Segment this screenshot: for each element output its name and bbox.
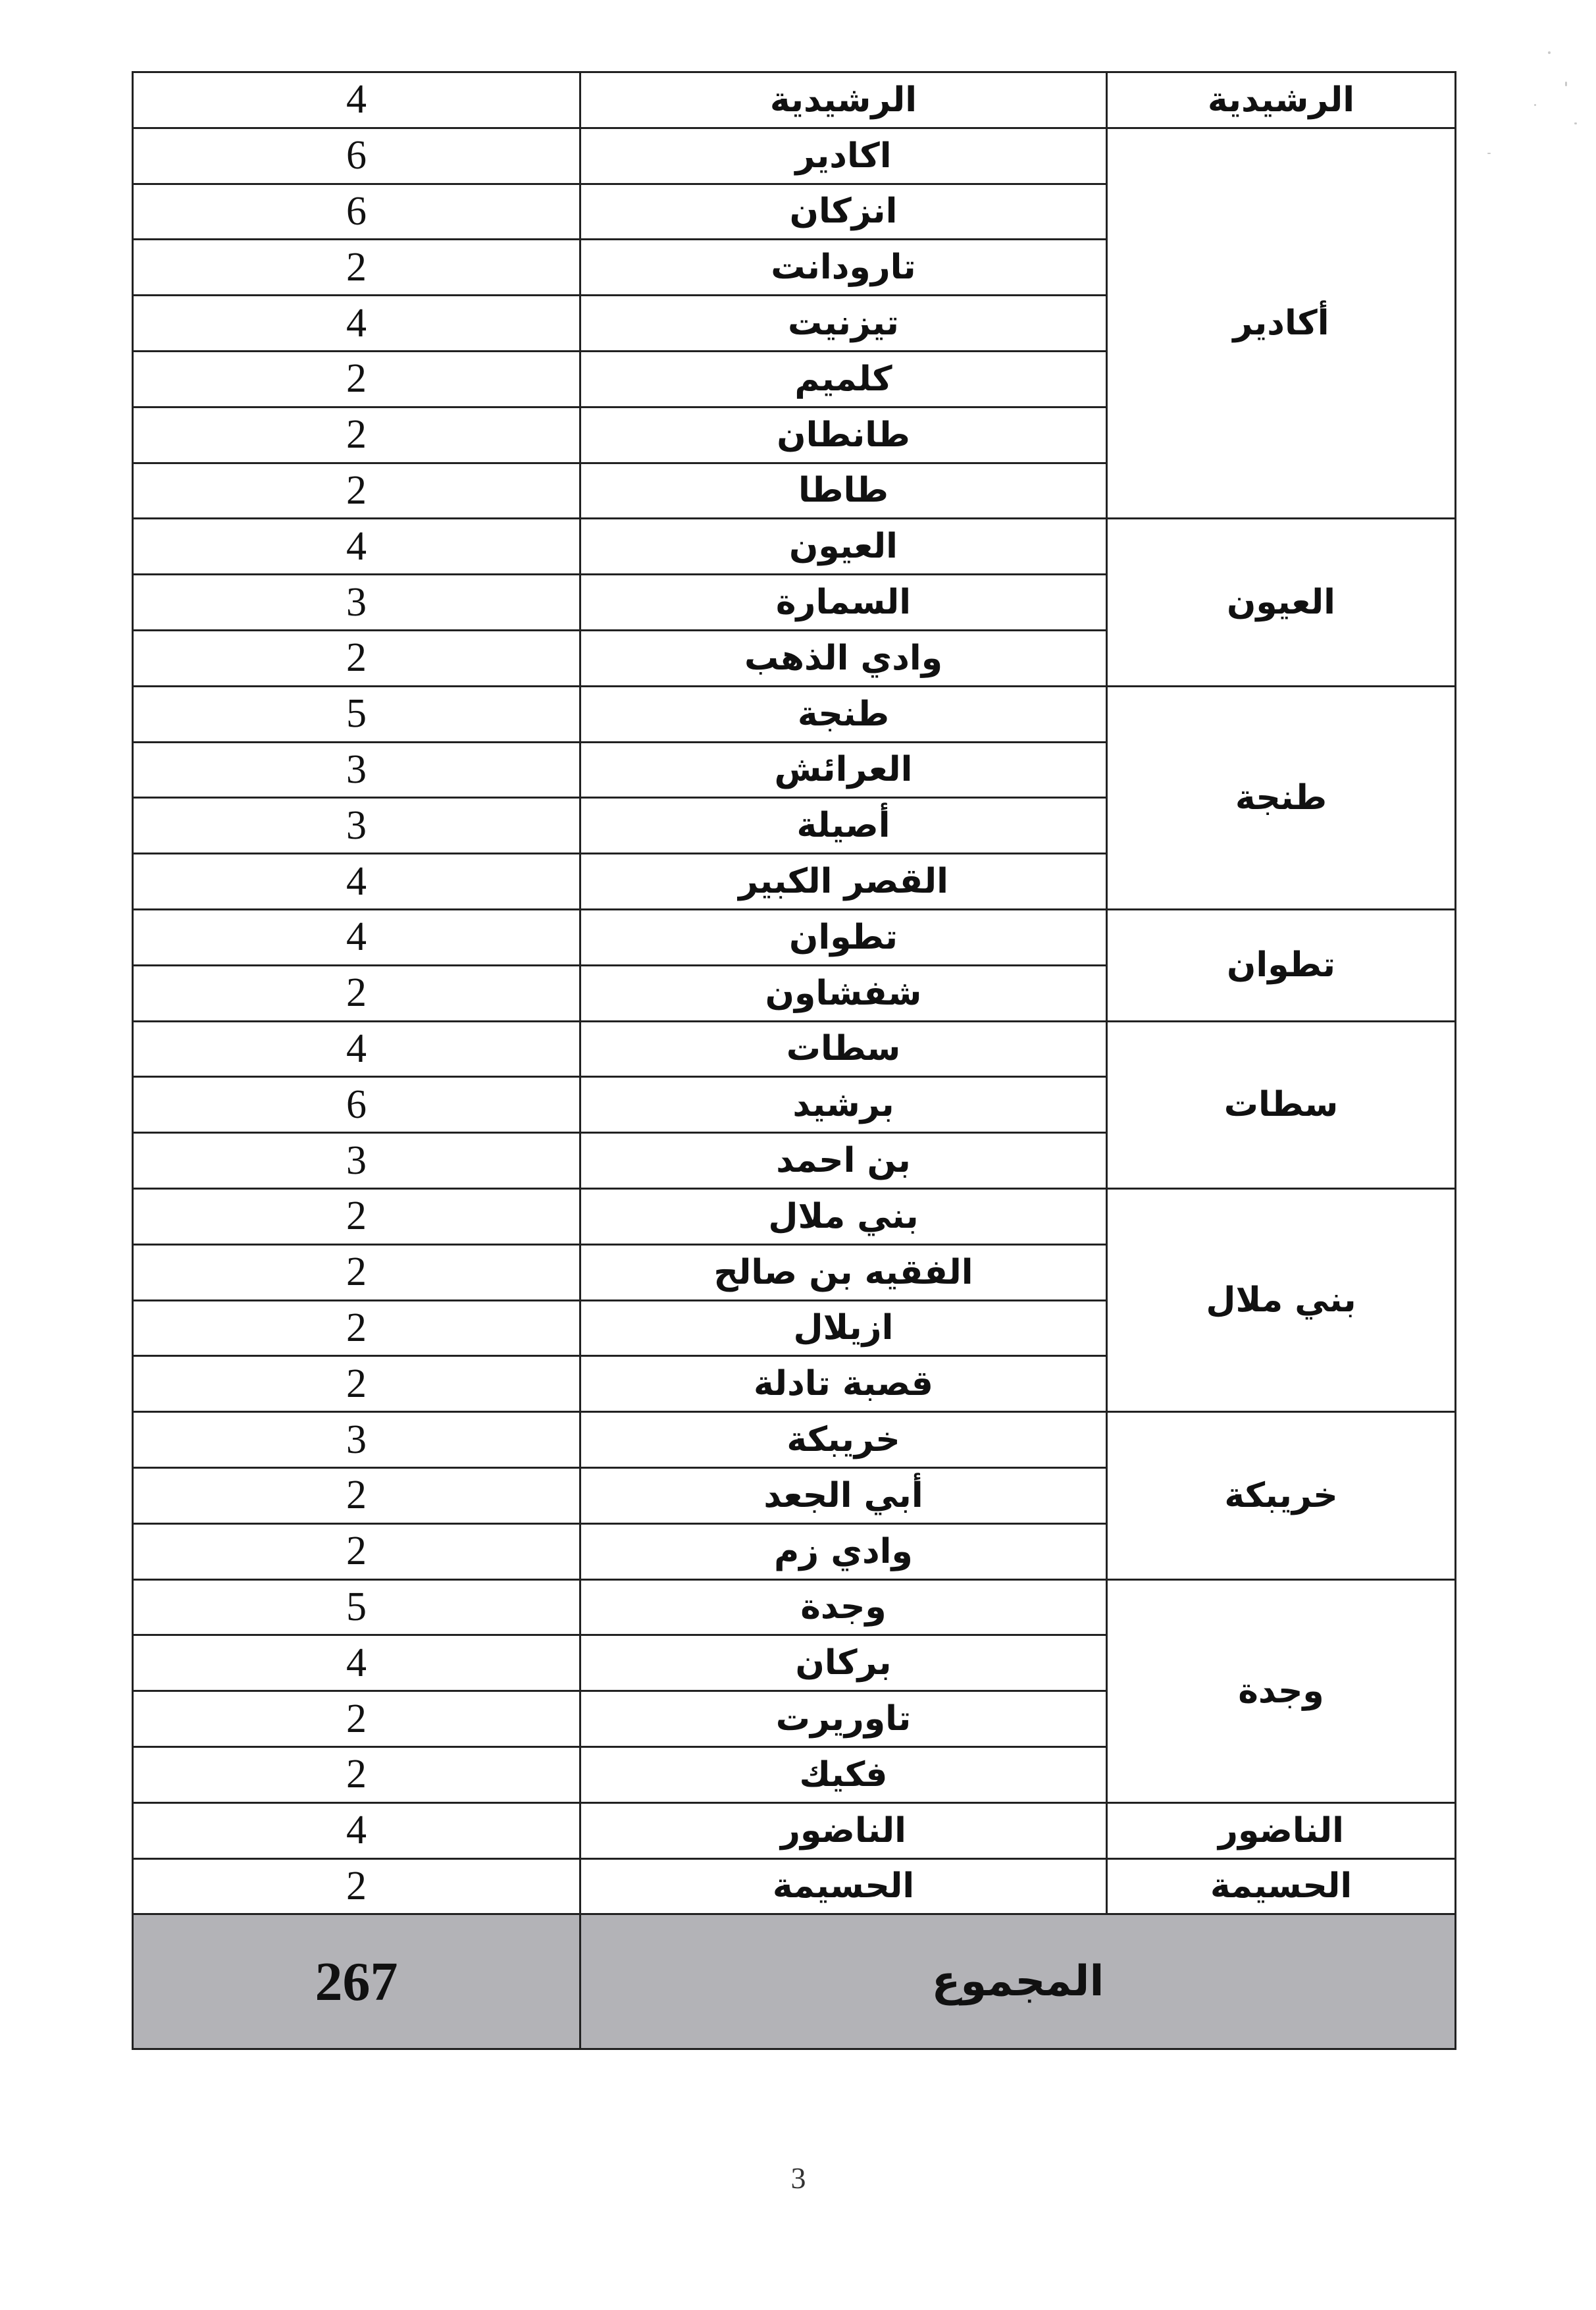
province-cell: تيزنيت: [580, 296, 1107, 352]
count-cell: 2: [133, 1467, 580, 1523]
count-cell: 2: [133, 1746, 580, 1802]
table-row: [133, 1412, 1456, 1468]
count-cell: 3: [133, 742, 580, 798]
province-cell: العيون: [580, 519, 1107, 575]
count-cell: 6: [133, 1077, 580, 1133]
table-row: [133, 1579, 1456, 1635]
province-cell: الناضور: [580, 1802, 1107, 1858]
region-cell: سطات: [1107, 1021, 1456, 1188]
province-cell: انزكان: [580, 184, 1107, 240]
province-cell: طاطا: [580, 463, 1107, 519]
count-cell: 4: [133, 72, 580, 128]
count-cell: 2: [133, 240, 580, 296]
province-cell: بني ملال: [580, 1188, 1107, 1244]
count-cell: 2: [133, 1691, 580, 1747]
region-cell: الرشيدية: [1107, 72, 1456, 128]
scan-speck: [1487, 153, 1491, 154]
province-cell: طانطان: [580, 407, 1107, 463]
province-cell: وادي زم: [580, 1523, 1107, 1579]
region-cell: العيون: [1107, 519, 1456, 686]
province-cell: تارودانت: [580, 240, 1107, 296]
province-cell: اكادير: [580, 128, 1107, 184]
count-cell: 2: [133, 630, 580, 686]
count-cell: 4: [133, 296, 580, 352]
province-cell: طنجة: [580, 686, 1107, 742]
province-cell: فكيك: [580, 1746, 1107, 1802]
scan-speck: [1534, 104, 1536, 106]
table-row: [133, 686, 1456, 742]
table-row: [133, 909, 1456, 965]
province-cell: العرائش: [580, 742, 1107, 798]
region-cell: طنجة: [1107, 686, 1456, 909]
table-row: [133, 1802, 1456, 1858]
count-cell: 2: [133, 351, 580, 407]
count-cell: 3: [133, 798, 580, 854]
count-cell: 2: [133, 1523, 580, 1579]
count-cell: 4: [133, 519, 580, 575]
province-cell: قصبة تادلة: [580, 1356, 1107, 1412]
table-row: [133, 1021, 1456, 1077]
scan-speck: [1574, 122, 1577, 124]
total-label: المجموع: [580, 1914, 1456, 2049]
allocation-table-container: [132, 71, 1454, 2050]
count-cell: 2: [133, 965, 580, 1021]
region-cell: الحسيمة: [1107, 1858, 1456, 1914]
province-cell: بن احمد: [580, 1133, 1107, 1189]
province-cell: ازيلال: [580, 1300, 1107, 1356]
table-row: [133, 72, 1456, 128]
count-cell: 2: [133, 1188, 580, 1244]
total-value: 267: [133, 1914, 580, 2049]
table-row: [133, 128, 1456, 184]
province-cell: الفقيه بن صالح: [580, 1244, 1107, 1300]
scan-speck: [1548, 51, 1551, 54]
count-cell: 2: [133, 1356, 580, 1412]
count-cell: 3: [133, 1133, 580, 1189]
region-cell: خريبكة: [1107, 1412, 1456, 1579]
province-cell: وادي الذهب: [580, 630, 1107, 686]
count-cell: 2: [133, 1858, 580, 1914]
province-cell: وجدة: [580, 1579, 1107, 1635]
province-cell: تاوريرت: [580, 1691, 1107, 1747]
page-number: 3: [790, 2161, 806, 2195]
region-cell: أكادير: [1107, 128, 1456, 519]
province-cell: شفشاون: [580, 965, 1107, 1021]
province-cell: القصر الكبير: [580, 854, 1107, 910]
province-cell: خريبكة: [580, 1412, 1107, 1468]
count-cell: 4: [133, 909, 580, 965]
region-cell: بني ملال: [1107, 1188, 1456, 1411]
province-cell: السمارة: [580, 575, 1107, 631]
region-cell: تطوان: [1107, 909, 1456, 1021]
count-cell: 3: [133, 575, 580, 631]
province-cell: أبي الجعد: [580, 1467, 1107, 1523]
total-row: [133, 1914, 1456, 2049]
count-cell: 2: [133, 1244, 580, 1300]
region-cell: الناضور: [1107, 1802, 1456, 1858]
province-cell: بركان: [580, 1635, 1107, 1691]
province-cell: الحسيمة: [580, 1858, 1107, 1914]
count-cell: 2: [133, 407, 580, 463]
region-cell: وجدة: [1107, 1579, 1456, 1802]
count-cell: 3: [133, 1412, 580, 1468]
count-cell: 4: [133, 854, 580, 910]
count-cell: 2: [133, 1300, 580, 1356]
province-cell: برشيد: [580, 1077, 1107, 1133]
count-cell: 4: [133, 1635, 580, 1691]
count-cell: 4: [133, 1021, 580, 1077]
count-cell: 4: [133, 1802, 580, 1858]
province-cell: كلميم: [580, 351, 1107, 407]
count-cell: 6: [133, 128, 580, 184]
province-cell: أصيلة: [580, 798, 1107, 854]
table-body: [133, 72, 1456, 1914]
table-row: [133, 519, 1456, 575]
scan-speck: [1565, 82, 1567, 86]
table-row: [133, 1858, 1456, 1914]
count-cell: 5: [133, 686, 580, 742]
count-cell: 5: [133, 1579, 580, 1635]
province-cell: الرشيدية: [580, 72, 1107, 128]
count-cell: 6: [133, 184, 580, 240]
province-cell: تطوان: [580, 909, 1107, 965]
allocation-table: [132, 71, 1456, 2050]
province-cell: سطات: [580, 1021, 1107, 1077]
table-row: [133, 1188, 1456, 1244]
count-cell: 2: [133, 463, 580, 519]
